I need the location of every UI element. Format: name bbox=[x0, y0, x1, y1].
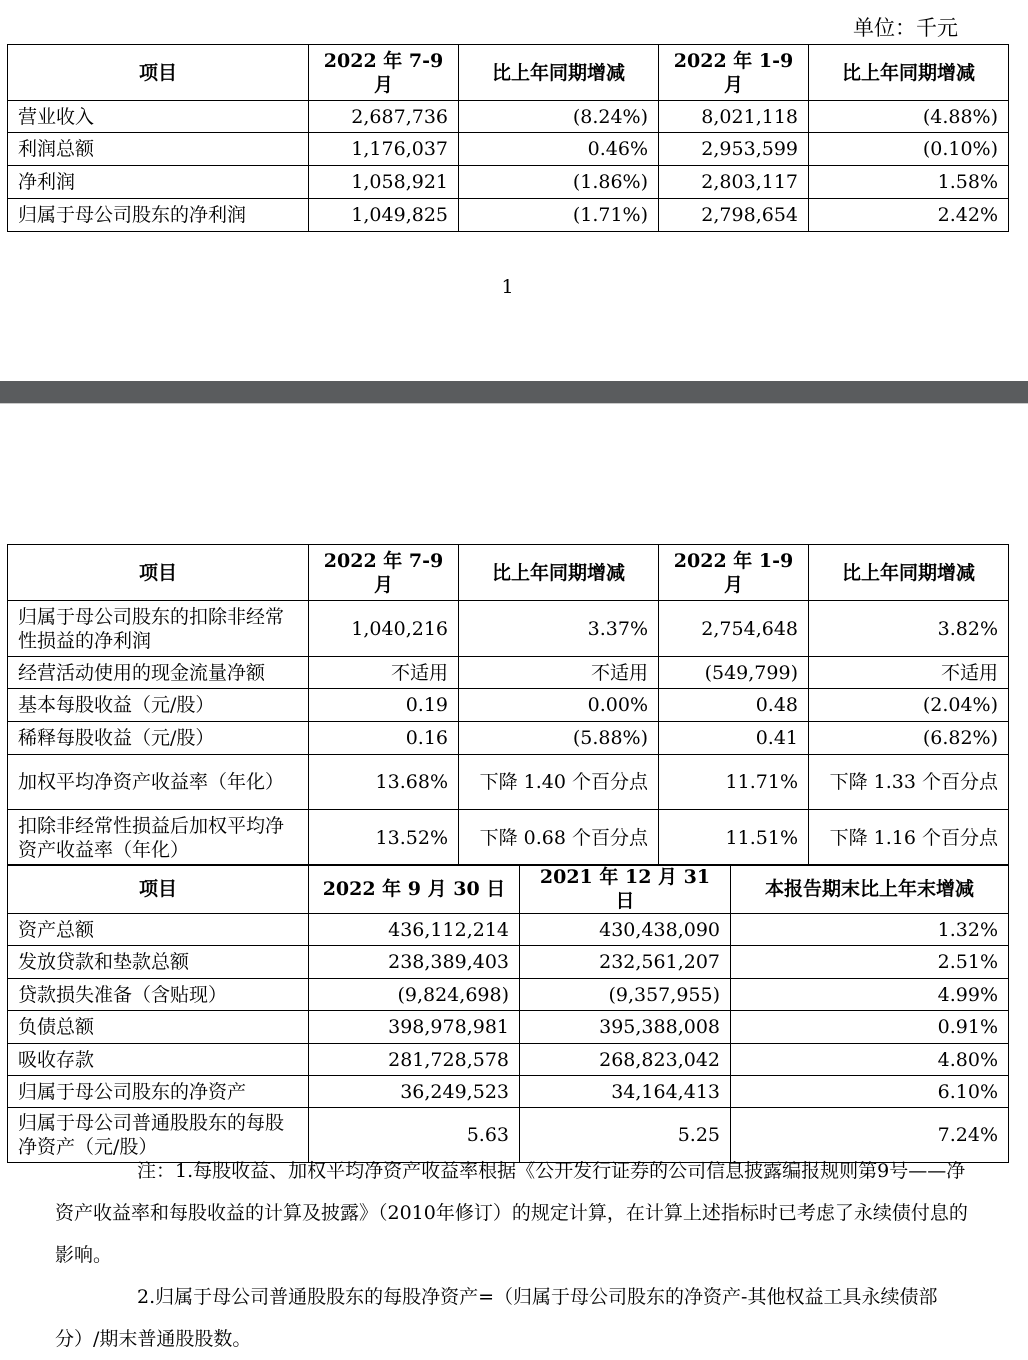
table-row bbox=[8, 601, 1009, 657]
header-period-end: 2022 年 9 月 30 日 bbox=[309, 865, 520, 914]
cell: 232,561,207 bbox=[520, 946, 731, 979]
cell: 1,049,825 bbox=[309, 199, 459, 232]
header-ytd: 2022 年 1-9 月 bbox=[659, 545, 809, 601]
row-label: 发放贷款和垫款总额 bbox=[8, 946, 309, 979]
cell: 下降 1.40 个百分点 bbox=[459, 755, 659, 810]
cell: 2,803,117 bbox=[659, 166, 809, 199]
table-row bbox=[8, 914, 1009, 946]
cell: 34,164,413 bbox=[520, 1076, 731, 1108]
cell: 7.24% bbox=[731, 1108, 1009, 1163]
row-label: 贷款损失准备（含贴现） bbox=[8, 979, 309, 1011]
page-number: 1 bbox=[501, 276, 514, 298]
cell: (9,824,698) bbox=[309, 979, 520, 1011]
cell: 268,823,042 bbox=[520, 1044, 731, 1076]
table-row bbox=[8, 1011, 1009, 1044]
cell: 5.25 bbox=[520, 1108, 731, 1163]
cell: 0.00% bbox=[459, 689, 659, 722]
cell: 下降 1.16 个百分点 bbox=[809, 810, 1009, 866]
header-q3: 2022 年 7-9 月 bbox=[309, 45, 459, 101]
header-yoy-q3: 比上年同期增减 bbox=[459, 45, 659, 101]
cell: 0.46% bbox=[459, 133, 659, 166]
cell: 0.48 bbox=[659, 689, 809, 722]
header-change: 本报告期末比上年末增减 bbox=[731, 865, 1009, 914]
cell: 不适用 bbox=[809, 657, 1009, 689]
table-row bbox=[8, 133, 1009, 166]
cell: 13.52% bbox=[309, 810, 459, 866]
cell: 1,058,921 bbox=[309, 166, 459, 199]
cell: 下降 0.68 个百分点 bbox=[459, 810, 659, 866]
cell: 下降 1.33 个百分点 bbox=[809, 755, 1009, 810]
income-table bbox=[7, 44, 1009, 232]
cell: 238,389,403 bbox=[309, 946, 520, 979]
cell: 36,249,523 bbox=[309, 1076, 520, 1108]
cell: 2.42% bbox=[809, 199, 1009, 232]
header-item: 项目 bbox=[8, 865, 309, 914]
table-row bbox=[8, 722, 1009, 755]
cell: 2,754,648 bbox=[659, 601, 809, 657]
cell: (5.88%) bbox=[459, 722, 659, 755]
row-label: 净利润 bbox=[8, 166, 309, 199]
row-label: 加权平均净资产收益率（年化） bbox=[8, 755, 309, 810]
header-ytd: 2022 年 1-9 月 bbox=[659, 45, 809, 101]
cell: 1.32% bbox=[731, 914, 1009, 946]
table-header-row bbox=[8, 865, 1009, 914]
table-row bbox=[8, 946, 1009, 979]
cell: 4.99% bbox=[731, 979, 1009, 1011]
cell: 13.68% bbox=[309, 755, 459, 810]
cell: (1.71%) bbox=[459, 199, 659, 232]
cell: 11.51% bbox=[659, 810, 809, 866]
cell: 0.16 bbox=[309, 722, 459, 755]
cell: 5.63 bbox=[309, 1108, 520, 1163]
table-row bbox=[8, 979, 1009, 1011]
cell: 不适用 bbox=[309, 657, 459, 689]
table-row bbox=[8, 1076, 1009, 1108]
table-header-row bbox=[8, 45, 1009, 101]
page-divider-shadow bbox=[0, 403, 1028, 404]
table-row bbox=[8, 689, 1009, 722]
footnotes bbox=[55, 1150, 970, 1360]
row-label: 经营活动使用的现金流量净额 bbox=[8, 657, 309, 689]
cell: 0.91% bbox=[731, 1011, 1009, 1044]
table-row bbox=[8, 101, 1009, 133]
cell: 0.19 bbox=[309, 689, 459, 722]
table-row bbox=[8, 810, 1009, 866]
cell: 3.37% bbox=[459, 601, 659, 657]
footnote-1: 注：1.每股收益、加权平均净资产收益率根据《公开发行证券的公司信息披露编报规则第9号——净资产收益率和每股收益的计算及披露》（2010年修订）的规定计算，在计算上述指标时已考虑了永续债付息的影响。 bbox=[55, 1160, 968, 1266]
cell: 2,798,654 bbox=[659, 199, 809, 232]
row-label: 归属于母公司股东的净利润 bbox=[8, 199, 309, 232]
header-prior-year-end: 2021 年 12 月 31 日 bbox=[520, 865, 731, 914]
row-label: 归属于母公司股东的净资产 bbox=[8, 1076, 309, 1108]
row-label: 归属于母公司普通股股东的每股净资产（元/股） bbox=[8, 1108, 309, 1163]
header-yoy-ytd: 比上年同期增减 bbox=[809, 545, 1009, 601]
row-label: 利润总额 bbox=[8, 133, 309, 166]
cell: (0.10%) bbox=[809, 133, 1009, 166]
cell: 2,687,736 bbox=[309, 101, 459, 133]
cell: 1.58% bbox=[809, 166, 1009, 199]
unit-label: 单位：千元 bbox=[853, 16, 958, 40]
row-label: 资产总额 bbox=[8, 914, 309, 946]
header-yoy-q3: 比上年同期增减 bbox=[459, 545, 659, 601]
page-divider bbox=[0, 381, 1028, 403]
cell: 2,953,599 bbox=[659, 133, 809, 166]
cell: (1.86%) bbox=[459, 166, 659, 199]
row-label: 稀释每股收益（元/股） bbox=[8, 722, 309, 755]
cell: 2.51% bbox=[731, 946, 1009, 979]
table-row bbox=[8, 166, 1009, 199]
row-label: 吸收存款 bbox=[8, 1044, 309, 1076]
table-header-row bbox=[8, 545, 1009, 601]
cell: 不适用 bbox=[459, 657, 659, 689]
cell: (2.04%) bbox=[809, 689, 1009, 722]
cell: 436,112,214 bbox=[309, 914, 520, 946]
cell: 1,040,216 bbox=[309, 601, 459, 657]
cell: 8,021,118 bbox=[659, 101, 809, 133]
footnote-2: 2.归属于母公司普通股股东的每股净资产=（归属于母公司股东的净资产-其他权益工具永续债部分）/期末普通股股数。 bbox=[55, 1286, 938, 1350]
cell: 3.82% bbox=[809, 601, 1009, 657]
row-label: 归属于母公司股东的扣除非经常性损益的净利润 bbox=[8, 601, 309, 657]
header-item: 项目 bbox=[8, 45, 309, 101]
cell: (8.24%) bbox=[459, 101, 659, 133]
row-label: 基本每股收益（元/股） bbox=[8, 689, 309, 722]
cell: 11.71% bbox=[659, 755, 809, 810]
header-item: 项目 bbox=[8, 545, 309, 601]
cell: (549,799) bbox=[659, 657, 809, 689]
table-row bbox=[8, 199, 1009, 232]
cell: 0.41 bbox=[659, 722, 809, 755]
indicator-table bbox=[7, 544, 1009, 866]
row-label: 营业收入 bbox=[8, 101, 309, 133]
table-row bbox=[8, 1044, 1009, 1076]
cell: 4.80% bbox=[731, 1044, 1009, 1076]
table-row bbox=[8, 657, 1009, 689]
cell: 281,728,578 bbox=[309, 1044, 520, 1076]
cell: 6.10% bbox=[731, 1076, 1009, 1108]
table-row bbox=[8, 755, 1009, 810]
cell: (9,357,955) bbox=[520, 979, 731, 1011]
cell: 398,978,981 bbox=[309, 1011, 520, 1044]
cell: (6.82%) bbox=[809, 722, 1009, 755]
header-yoy-ytd: 比上年同期增减 bbox=[809, 45, 1009, 101]
row-label: 负债总额 bbox=[8, 1011, 309, 1044]
balance-table bbox=[7, 864, 1009, 1163]
header-q3: 2022 年 7-9 月 bbox=[309, 545, 459, 601]
row-label: 扣除非经常性损益后加权平均净资产收益率（年化） bbox=[8, 810, 309, 866]
cell: 430,438,090 bbox=[520, 914, 731, 946]
cell: (4.88%) bbox=[809, 101, 1009, 133]
cell: 1,176,037 bbox=[309, 133, 459, 166]
cell: 395,388,008 bbox=[520, 1011, 731, 1044]
